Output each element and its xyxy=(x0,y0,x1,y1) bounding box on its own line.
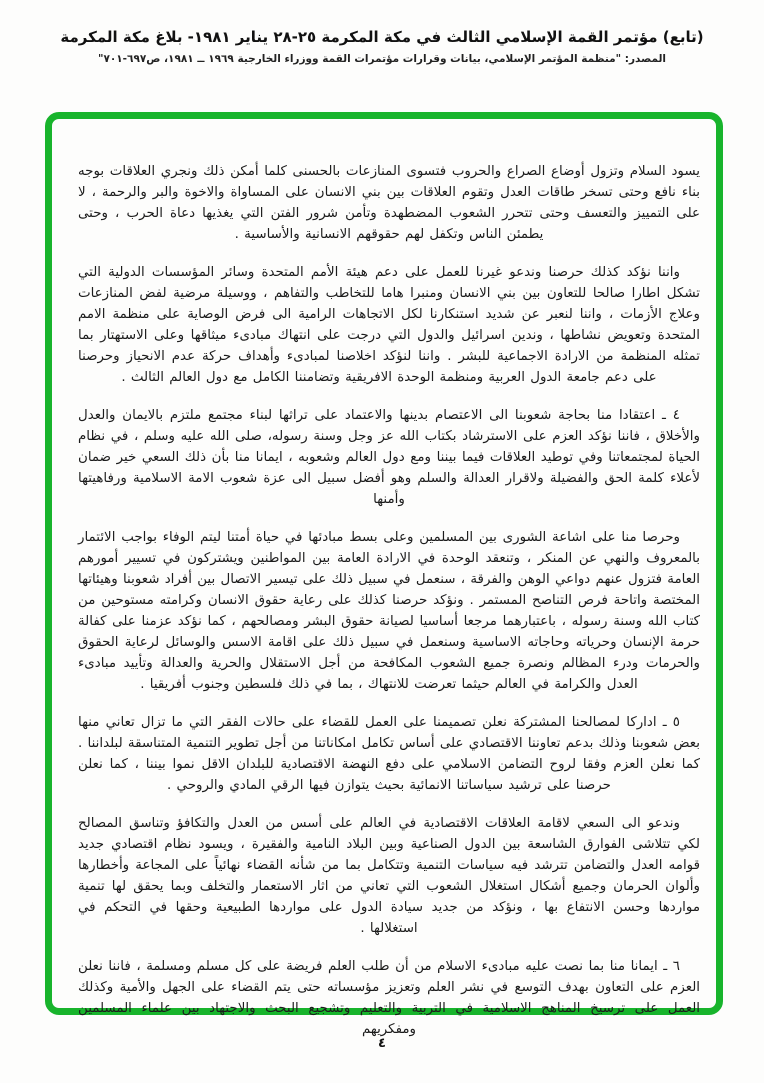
paragraph-peace-prevails: يسود السلام وتزول أوضاع الصراع والحروب فتسوى المنازعات بالحسنى كلما أمكن ذلك ونجري العلاقات بوجه بناء نافع وحتى تسخر طاقات العدل وتقوم العلاقات بين بني الانسان على المساواة والاخوة والبر والرحمة ، لا على التمييز والتعسف وحتى تتحرر الشعوب المضطهدة وتأمن شرور الفتن التي يغذيها دعاة الحرب ، وحتى يطمئن الناس وتكفل لهم حقوقهم الانسانية والأساسية . xyxy=(78,164,700,242)
paragraph-economic-relations: وندعو الى السعي لاقامة العلاقات الاقتصادية في العالم على أسس من العدل والتكافؤ وتناسق المصالح لكي تتلاشى الفوارق الشاسعة بين الدول الصناعية وبين البلاد النامية والفقيرة ، ويسود نظام اقتصادي جديد قوامه العدل والتضامن تترشد فيه سياسات التنمية وتتكامل بما من شأنه القضاء نهائياً على المجاعة وأخطارها وألوان الحرمان وجميع أشكال استغلال الشعوب التي تعاني من اثار الاستعمار والتخلف وبما يحقق لها تنمية مواردها وحسن الانتفاع بها ، ونؤكد من جديد سيادة الدول على مواردها الطبيعية وحقها في التحكم في استغلالها . xyxy=(78,816,700,936)
page-number: ٤ xyxy=(378,1036,386,1051)
content-border-box xyxy=(45,112,723,1037)
paragraph-shura-human-rights: وحرصا منا على اشاعة الشورى بين المسلمين وعلى بسط مبادئها في حياة أمتنا ليتم الوفاء بواجب الائتمار بالمعروف والنهي عن المنكر ، وتنعقد الوحدة في الارادة العامة بين المواطنين ويشتركون في تسيير أمورهم العامة فتزول عنهم دواعي الوهن والفرقة ، سنعمل في سبيل ذلك على تيسير الاتصال بين أفراد شعوبنا وهيئاتها المختصة واتاحة فرص التناصح المستمر . ونؤكد حرصنا كذلك على رعاية حقوق الانسان وكرامته مستوحين من كتاب الله وسنة رسوله ، باعتبارهما مرجعا أساسيا لصيانة حقوق البشر ومصالحهم ، كما نؤكد عزمنا على كفالة حرمة الإنسان وحرياته وحاجاته الاساسية وسنعمل في سبيل ذلك على اقامة الاسس والوسائل لرعاية الحقوق والحرمات ودرء المظالم ونصرة جميع الشعوب المكافحة من أجل الاستقلال والحرية والعدالة وتأييد مبادىء العدل والكرامة في العالم حيثما تعرضت للانتهاك ، بما في ذلك فلسطين وجنوب أفريقيا . xyxy=(78,530,700,692)
paragraph-item-4: ٤ ـ اعتقادا منا بحاجة شعوبنا الى الاعتصام بدينها والاعتماد على تراثها لبناء مجتمع ملتزم بالايمان والعدل والأخلاق ، فاننا نؤكد العزم على الاسترشاد بكتاب الله عز وجل وسنة رسوله، صلى الله عليه وسلم ، في نظام الحياة لمجتمعاتنا وفي توطيد العلاقات فيما بيننا ومع دول العالم وشعوبه ، ايمانا منا بأن ذلك السعي خير ضمان لأعلاء كلمة الحق والفضيلة ولاقرار العدالة والسلم وهو أفضل سبيل الى عزة شعوب الامة الاسلامية ورفاهيتها وأمنها xyxy=(78,408,700,507)
paragraph-un-support: واننا نؤكد كذلك حرصنا وندعو غيرنا للعمل على دعم هيئة الأمم المتحدة وسائر المؤسسات الدولية التي تشكل اطارا صالحا للتعاون بين بني الانسان ومنبرا هاما للتخاطب والتفاهم ، ووسيلة مرضية لفض المنازعات وعلاج الأزمات ، واننا لنعبر عن شديد استنكارنا لكل الاتجاهات الرامية الى فرض الوصاية على منظمة الامم المتحدة وتعويض نشاطها ، وندين اسرائيل والدول التي درجت على انتهاك مبادىء ميثاقها وعلى الاستهتار بما تمثله المنظمة من الارادة الاجماعية للبشر . واننا لنؤكد اخلاصنا لمبادىء وأهداف حركة عدم الانحياز وحرصنا على دعم جامعة الدول العربية ومنظمة الوحدة الافريقية وتضامننا الكامل مع دول العالم الثالث . xyxy=(78,265,700,385)
document-source-line: المصدر: "منظمة المؤتمر الإسلامي، بيانات وقرارات مؤتمرات القمة ووزراء الخارجية ١٩٦٩ ــ ١٩٨١، ص٦٩٧-٧٠١" xyxy=(97,53,667,65)
paragraph-item-5: ٥ ـ اداركا لمصالحنا المشتركة نعلن تصميمنا على العمل للقضاء على حالات الفقر التي ما تزال تعاني منها بعض شعوبنا وذلك بدعم تعاوننا الاقتصادي على أساس تكامل امكاناتنا من أجل تطوير التنمية المتناسقة لبلداننا . كما نعلن العزم وفقا لروح التضامن الاسلامي على دفع النهضة الاقتصادية للبلدان الاقل نموا بيننا ، كما نعلن حرصنا على ترشيد سياساتنا الانمائية بحيث يتوازن فيها الرقي المادي والروحي . xyxy=(78,715,700,793)
document-header xyxy=(0,28,764,65)
paragraph-item-6: ٦ ـ ايمانا منا بما نصت عليه مبادىء الاسلام من أن طلب العلم فريضة على كل مسلم ومسلمة ، فاننا نعلن العزم على التعاون بهدف التوسع في نشر العلم وتعزيز مؤسساته حتى يتم القضاء على الجهل والأمية وكذلك العمل على ترسيخ المناهج الاسلامية في التربية والتعليم وتشجيع البحث والاجتهاد بين علماء المسلمين ومفكريهم xyxy=(78,959,700,1037)
document-title: (تابع) مؤتمر القمة الإسلامي الثالث في مكة المكرمة ٢٥-٢٨ يناير ١٩٨١- بلاغ مكة المكرمة xyxy=(60,28,704,46)
